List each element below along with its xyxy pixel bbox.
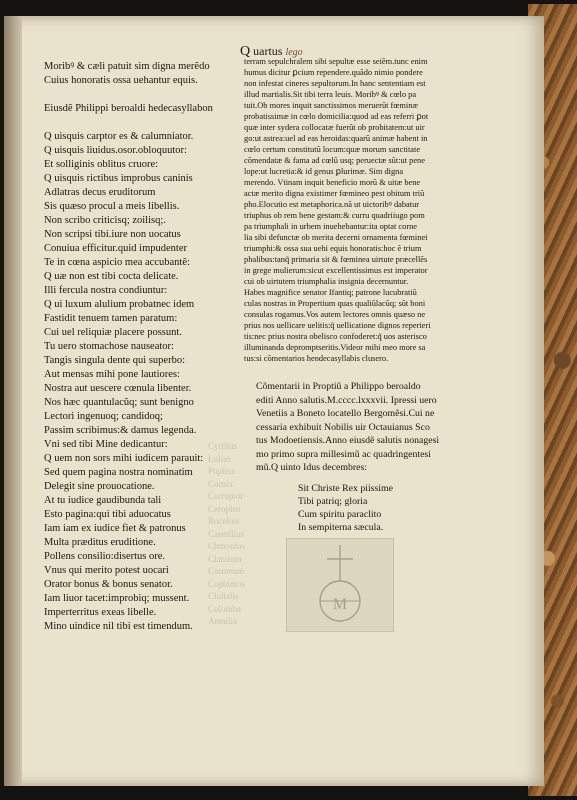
- page-gutter: [4, 16, 22, 786]
- verse-line: Adlatras decus eruditorum: [44, 187, 156, 198]
- commentary-line: terram sepulchralem sibi sepultæ esse seiẽm.tunc enim: [244, 57, 428, 66]
- verse-line: Delegit sine prouocatione.: [44, 481, 155, 492]
- verse-line: Sis quæso procul a meis libellis.: [44, 201, 180, 212]
- verse-line: Q ui luxum alulium probatnec idem: [44, 299, 195, 310]
- commentary-line: go:ut astrea:uel ad eas heroidas:quarũ animæ habent in: [244, 134, 428, 143]
- colophon-line: tus Modoetiensis.Anno eiusdẽ salutis nonagesi: [256, 435, 440, 446]
- prayer-line: In sempiterna sæcula.: [298, 522, 384, 533]
- verse-line: Esto pagina:qui tibi aduocatus: [44, 509, 171, 520]
- verse-line: Tu uero stomachose nauseator:: [44, 341, 174, 352]
- verse-line: Fastidit tenuem tamen paratum:: [44, 313, 178, 324]
- verse-line: Q uæ non est tibi cocta delicate.: [44, 271, 179, 282]
- verse-line: Te in cœna aspicio mea accubantẽ:: [44, 257, 190, 268]
- commentary-line: prius nos uellicare uelitis:q̃ uellicatione dignos reperieri: [244, 321, 431, 330]
- commentary-line: culas nostras in Propertium quas qualiũlacũq; sũt boni: [244, 299, 426, 308]
- commentary-line: probatissimæ in cœlo domicilia:quod ad eas referri ꝑot: [244, 112, 429, 121]
- commentary-line: cœlo certum constitutũ locum:quæ morum sanctitate: [244, 145, 421, 154]
- verse-column: [44, 60, 244, 634]
- commentary-line: phalibus:tanq̃ primaria sit & fœminea uirtute præcellẽs: [244, 255, 428, 264]
- verse-line: Mino uindice nil tibi est timendum.: [44, 621, 193, 632]
- commentary-line: tuit.Ob mores inquit sanctissimos meruerũt fœminæ: [244, 101, 418, 110]
- commentary-line: triumphi:& ossa sua uehi equis honoratis:hoc ẽ trium: [244, 244, 422, 253]
- verse-line: Cuius honoratis ossa uehantur equis.: [44, 75, 198, 86]
- show-through-left: Cyrillus Lulius Puplius Cornix Corruptor Ceropius Rocelius Casmilius Chmonius Clanitum Cormeum Cophimos Cluitalis Colomba Aemilia: [208, 441, 246, 626]
- printer-mark: [286, 538, 394, 632]
- verse-line: [44, 116, 244, 130]
- verse-line: Tangis singula dente qui superbo:: [44, 355, 185, 366]
- commentary-line: cõmendatæ & fama ad cœlũ usq; peruectæ sũt:ut pene: [244, 156, 425, 165]
- commentary-line: non infestat cineres sepultorum.In hanc sententiam est: [244, 79, 426, 88]
- commentary-line: triuphus ob rem bene gestam:& curru quadriiugo pom: [244, 211, 425, 220]
- verse-line: Illi fercula nostra condiuntur:: [44, 285, 168, 296]
- commentary-line: quæ inter sydera collocatæ fuerũt ob probitatem:ut uir: [244, 123, 425, 132]
- commentary-line: tus:si cõmentarios hendecasyllabis clusero.: [244, 354, 389, 363]
- commentary-column: [244, 56, 477, 364]
- verse-line: Multa præditus eruditione.: [44, 537, 156, 548]
- commentary-line: illud martialis.Sit tibi terra leuis. Moribꝰ & cœlo pa: [244, 90, 417, 99]
- verse-line: Non scribo criticisq; zoilisq;.: [44, 215, 166, 226]
- quire-word: uartus: [253, 44, 283, 58]
- commentary-line: lope:ut lucretia:& id genus ꝑlurimæ. Sim digna: [244, 167, 404, 176]
- verse-line: Et solliginis oblitus cruore:: [44, 159, 159, 170]
- colophon-line: Cõmentarii in Proptiũ a Philippo beroaldo: [256, 381, 421, 392]
- prayer-line: Cum spiritu paraclito: [298, 509, 382, 520]
- commentary-line: in grege mulierum:sicut excellentissimus est imperator: [244, 266, 428, 275]
- verse-line: Iam iam ex iudice fiet & patronus: [44, 523, 186, 534]
- commentary-line: tis:nec prius nostra obelisco confoderet:q̃ uos asterisco: [244, 332, 427, 341]
- verse-line: Aut mensas mihi pone lautiores:: [44, 369, 180, 380]
- prayer-line: Tibi patriq; gloria: [298, 496, 368, 507]
- commentary-line: actæ merito digna existimer fœmineo pest obitum triũ: [244, 189, 425, 198]
- closing-prayer: [298, 482, 478, 534]
- verse-line: Imperterritus exeas libelle.: [44, 607, 157, 618]
- verse-line: Vnus qui merito potest uocari: [44, 565, 169, 576]
- quire-letter: Q: [240, 44, 251, 59]
- colophon-line: cessaria exhibuit Nobilis uir Octauianus Sco: [256, 421, 430, 433]
- verse-line: Cui uel reliquiæ placere possunt.: [44, 327, 182, 338]
- colophon: [256, 380, 484, 475]
- colophon-line: Venetiis a Boneto locatello Bergomẽsi.Cui ne: [256, 408, 435, 419]
- commentary-line: lia sibi defunctæ ob merita decerni ornamenta fœminei: [244, 233, 428, 242]
- commentary-line: pho.Elocutio est metaphorica.nã ut uictoribꝰ dabatur: [244, 200, 420, 209]
- verse-line: Conuiua efficitur.quid impudenter: [44, 243, 187, 254]
- verse-line: Q uisquis rictibus improbus caninis: [44, 173, 193, 184]
- verse-line: Nostra aut uescere cœnula libenter.: [44, 383, 192, 394]
- printer-mark-initials: M: [332, 596, 348, 613]
- verse-line: Nos hæc quantulacũq; sunt benigno: [44, 397, 194, 408]
- colophon-line: mũ.Q uinto Idus decembres:: [256, 462, 368, 473]
- colophon-line: editi Anno salutis.M.cccc.lxxxvii. Ipressi uero: [256, 394, 437, 406]
- verse-line: At tu iudice gaudibunda tali: [44, 495, 162, 506]
- commentary-line: cui ob uirtutem triumphalia insignia decernuntur.: [244, 277, 409, 286]
- commentary-line: merendo. Vtinam inquit beneficio morũ & uitæ bene: [244, 178, 421, 187]
- commentary-line: humus dicitur ꝑcium rependere.quãdo nimio pondere: [244, 68, 423, 77]
- commentary-line: illuminanda depromptseritis.Videor mihi meo more sa: [244, 343, 426, 352]
- commentary-line: consulas rogamus.Vos autem lectores omnis quæso ne: [244, 310, 426, 319]
- verse-line: Q uem non sors mihi iudicem parauit:: [44, 453, 204, 464]
- verse-line: Q uisquis liuidus.osor.obloquutor:: [44, 145, 187, 156]
- verse-line: Pollens consilio:disertus ore.: [44, 551, 166, 562]
- colophon-line: mo primo supra millesimũ ac quadringentesi: [256, 448, 431, 460]
- verse-line: Vni sed tibi Mine dedicantur:: [44, 439, 168, 450]
- handwritten-annotation: lego: [285, 47, 303, 58]
- prayer-line: Sit Christe Rex piissime: [298, 483, 393, 494]
- verse-line: Moribꝰ & cæli patuit sim digna merẽdo: [44, 61, 210, 72]
- verse-line: Orator bonus & bonus senator.: [44, 579, 173, 590]
- verse-line: Iam liuor tacet:improbiq; mussent.: [44, 593, 190, 604]
- verse-line: [44, 88, 244, 102]
- verse-line: Q uisquis carptor es & calumniator.: [44, 131, 194, 142]
- verse-line: Sed quem pagina nostra nominatim: [44, 467, 193, 478]
- verse-line: Passim scribimus:& damus legenda.: [44, 425, 197, 436]
- verse-line: Non scripsi tibi.iure non uocatus: [44, 229, 181, 240]
- commentary-line: Habes magnifice senator Ifantiq; patrone lucubratiũ: [244, 288, 417, 297]
- commentary-line: pa triumphali in urbem inuehebantur:ita optat corne: [244, 222, 418, 231]
- printer-mark-emblem: [287, 539, 393, 631]
- verse-line: Lectori ingenuoq; candidoq;: [44, 411, 163, 422]
- verse-line: Eiusdẽ Philippi beroaldi hedecasyllabon: [44, 103, 213, 114]
